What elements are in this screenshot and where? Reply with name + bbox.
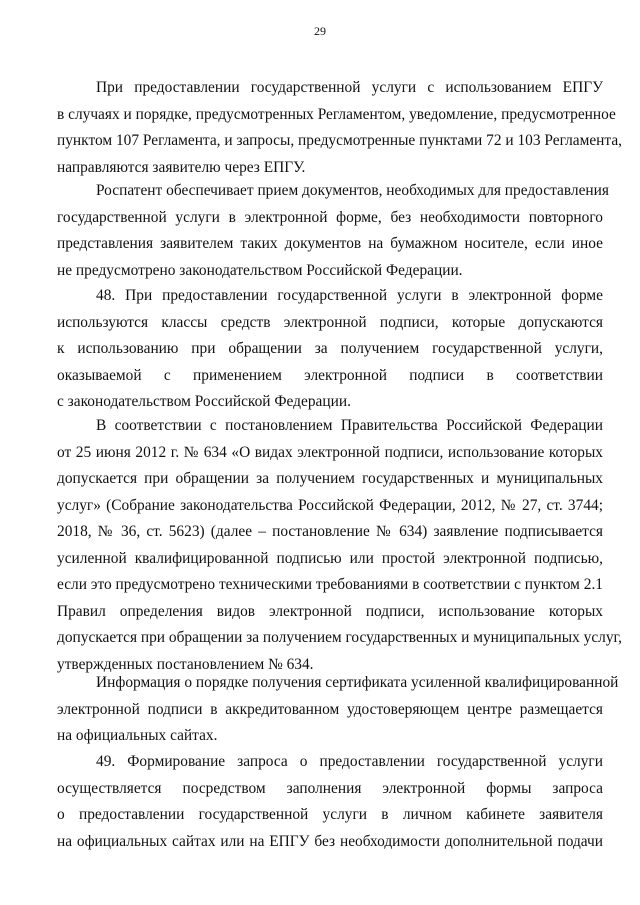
text-line: в случаях и порядке, предусмотренных Регламентом, уведомление, предусмотренное bbox=[57, 105, 616, 123]
text-line: используются классы средств электронной подписи, которые допускаются bbox=[57, 313, 603, 331]
text-line: от 25 июня 2012 г. № 634 «О видах электронной подписи, использование которых bbox=[57, 443, 603, 461]
text-line: 49. Формирование запроса о предоставлении государственной услуги bbox=[96, 753, 603, 770]
paragraph bbox=[57, 283, 603, 416]
text-line: 2018, № 36, ст. 5623) (далее – постановление № 634) заявление подписывается bbox=[57, 523, 603, 540]
text-line: к использованию при обращении за получением государственной услуги, bbox=[57, 340, 603, 357]
text-line: усиленной квалифицированной подписью или простой электронной подписью, bbox=[57, 549, 603, 567]
text-line: Информация о порядке получения сертификата усиленной квалифицированной bbox=[96, 674, 619, 691]
paragraph bbox=[57, 413, 622, 678]
text-line: представления заявителем таких документов на бумажном носителе, если иное bbox=[57, 235, 603, 252]
text-line: не предусмотрено законодательством Российской Федерации. bbox=[57, 261, 463, 279]
text-line: При предоставлении государственной услуги с использованием ЕПГУ bbox=[96, 79, 603, 96]
text-line: пунктом 107 Регламента, и запросы, предусмотренные пунктами 72 и 103 Регламента, bbox=[57, 132, 623, 149]
text-line: Правил определения видов электронной подписи, использование которых bbox=[57, 602, 603, 620]
text-line: электронной подписи в аккредитованном удостоверяющем центре размещается bbox=[57, 700, 603, 718]
paragraph bbox=[57, 670, 619, 750]
text-line: с законодательством Российской Федерации. bbox=[57, 393, 351, 410]
text-line: если это предусмотрено техническими требованиями в соответствии с пунктом 2.1 bbox=[57, 576, 603, 593]
text-line: государственной услуги в электронной форме, без необходимости повторного bbox=[57, 208, 603, 226]
text-line: 48. При предоставлении государственной услуги в электронной форме bbox=[96, 287, 603, 304]
text-line: на официальных сайтах или на ЕПГУ без необходимости дополнительной подачи bbox=[57, 832, 603, 850]
text-line: Роспатент обеспечивает прием документов, необходимых для предоставления bbox=[96, 182, 609, 199]
text-line: услуг» (Собрание законодательства Российской Федерации, 2012, № 27, ст. 3744; bbox=[57, 496, 603, 514]
text-line: допускается при обращении за получением государственных и муниципальных услуг, bbox=[57, 629, 622, 646]
text-line: оказываемой с применением электронной подписи в соответствии bbox=[57, 366, 603, 384]
text-line: допускается при обращении за получением государственных и муниципальных bbox=[57, 470, 603, 487]
text-line: о предоставлении государственной услуги в личном кабинете заявителя bbox=[57, 806, 603, 823]
paragraph bbox=[57, 749, 603, 855]
text-line: направляются заявителю через ЕПГУ. bbox=[57, 158, 306, 176]
text-line: на официальных сайтах. bbox=[57, 727, 218, 744]
text-line: В соответствии с постановлением Правительства Российской Федерации bbox=[96, 417, 603, 434]
page-number: 29 bbox=[314, 24, 326, 38]
text-line: утвержденных постановлением № 634. bbox=[57, 655, 314, 673]
paragraph bbox=[57, 178, 609, 284]
text-line: осуществляется посредством заполнения электронной формы запроса bbox=[57, 779, 603, 797]
paragraph bbox=[57, 75, 623, 181]
